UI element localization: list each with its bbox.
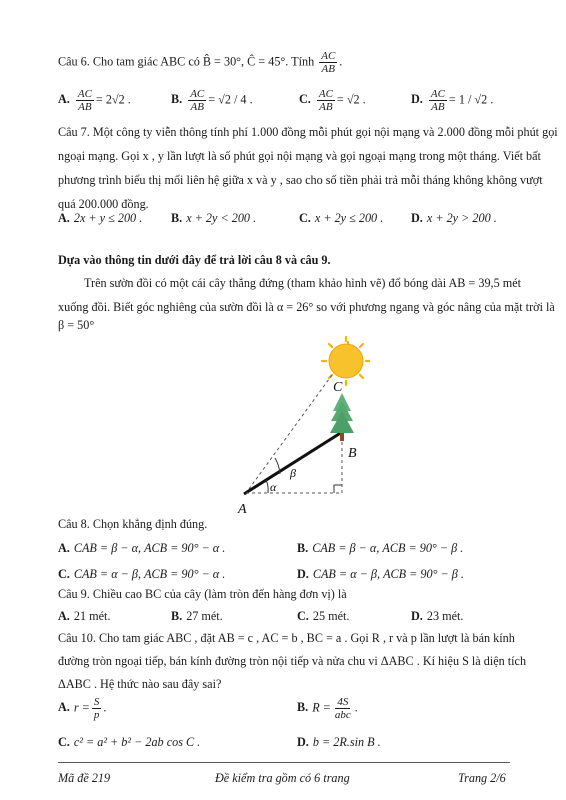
q10-line-2: đường tròn ngoại tiếp, bán kính đường tròn nội tiếp và nửa chu vi ΔABC . Kí hiệu S là diện tích — [58, 654, 527, 668]
q8-option-d: D. CAB = α − β, ACB = 90° − β . — [297, 567, 464, 581]
label-beta: β — [290, 466, 296, 480]
sun-icon — [322, 337, 370, 385]
q8-option-c: C. CAB = α − β, ACB = 90° − α . — [58, 567, 226, 581]
q7-option-d: D. x + 2y > 200 . — [411, 211, 497, 225]
info-line-1: Trên sườn đồi có một cái cây thẳng đứng (tham khảo hình vẽ) đổ bóng dài AB = 39,5 mét — [84, 276, 522, 290]
q9-option-d: D. 23 mét. — [411, 609, 464, 623]
q6-fraction: $\frac{AC}{AB}$ — [321, 50, 336, 75]
label-a: A — [238, 502, 247, 515]
hill-tree-figure — [230, 335, 370, 515]
q9-option-c: C. 25 mét. — [297, 609, 350, 623]
q6-option-c: C. $\frac{AC}{AB}$ = √2 . — [299, 88, 366, 113]
q9-option-b: B. 27 mét. — [171, 609, 223, 623]
q10-option-b: B. R = $\frac{4S}{\text{abc}}$ . — [297, 696, 358, 721]
q6-option-a: A. $\frac{AC}{AB}$ = 2√2 . — [58, 88, 131, 113]
footer-page-count: Đề kiểm tra gồm có 6 trang — [215, 771, 350, 785]
q9-stem: Câu 9. Chiều cao BC của cây (làm tròn đến hàng đơn vị) là — [58, 587, 347, 601]
footer-page-number: Trang 2/6 — [458, 771, 506, 785]
q6-option-b: B. $\frac{AC}{AB}$ = √2 / 4 . — [171, 88, 253, 113]
q8-option-b: B. CAB = β − α, ACB = 90° − β . — [297, 541, 464, 555]
q9-option-a: A. 21 mét. — [58, 609, 111, 623]
q8-stem: Câu 8. Chọn khẳng định đúng. — [58, 517, 208, 531]
q10-line-1: Câu 10. Cho tam giác ABC , đặt AB = c , AC = b , BC = a . Gọi R , r và p lần lượt là bán kính — [58, 631, 515, 645]
info-heading: Dựa vào thông tin dưới đây để trả lời câu 8 và câu 9. — [58, 253, 331, 267]
label-b: B — [348, 446, 357, 461]
q10-option-c: C. c² = a² + b² − 2ab cos C . — [58, 735, 201, 749]
hill-slope — [244, 427, 350, 494]
footer-exam-code: Mã đề 219 — [58, 771, 111, 785]
q7-line-4: quá 200.000 đồng. — [58, 197, 149, 211]
q10-option-d: D. b = 2R.sin B . — [297, 735, 381, 749]
q7-option-b: B. x + 2y < 200 . — [171, 211, 257, 225]
info-line-3: β = 50° — [58, 318, 95, 332]
q10-line-3: ΔABC . Hệ thức nào sau đây sai? — [58, 677, 222, 691]
q10-option-a: A. r = $\frac{S}{p}$ . — [58, 696, 107, 721]
footer-divider — [58, 762, 510, 763]
label-alpha: α — [270, 480, 277, 494]
q8-option-a: A. CAB = β − α, ACB = 90° − α . — [58, 541, 226, 555]
info-line-2: xuống đồi. Biết góc nghiêng của sườn đồi là α = 26° so với phương ngang và góc nâng của mặt trời là — [58, 300, 555, 314]
q6-option-d: D. $\frac{AC}{AB}$ = 1 / √2 . — [411, 88, 494, 113]
q7-line-1: Câu 7. Một công ty viễn thông tính phí 1.000 đồng mỗi phút gọi nội mạng và 2.000 đồng mỗi phút gọi — [58, 125, 558, 139]
q7-line-2: ngoại mạng. Gọi x , y lần lượt là số phút gọi nội mạng và gọi ngoại mạng trong một tháng. Viết bất — [58, 149, 541, 163]
q7-option-c: C. x + 2y ≤ 200 . — [299, 211, 384, 225]
label-c: C — [333, 380, 343, 395]
tree-icon — [330, 393, 354, 441]
q7-option-a: A. 2x + y ≤ 200 . — [58, 211, 143, 225]
q7-line-3: phương trình biểu thị mối liên hệ giữa x và y , sao cho số tiền phải trả mỗi tháng không không vượt — [58, 173, 543, 187]
q6-stem: Câu 6. Cho tam giác ABC có B̂ = 30°, Ĉ = 45°. Tính $\frac{AC}{AB}$ . — [58, 50, 343, 75]
